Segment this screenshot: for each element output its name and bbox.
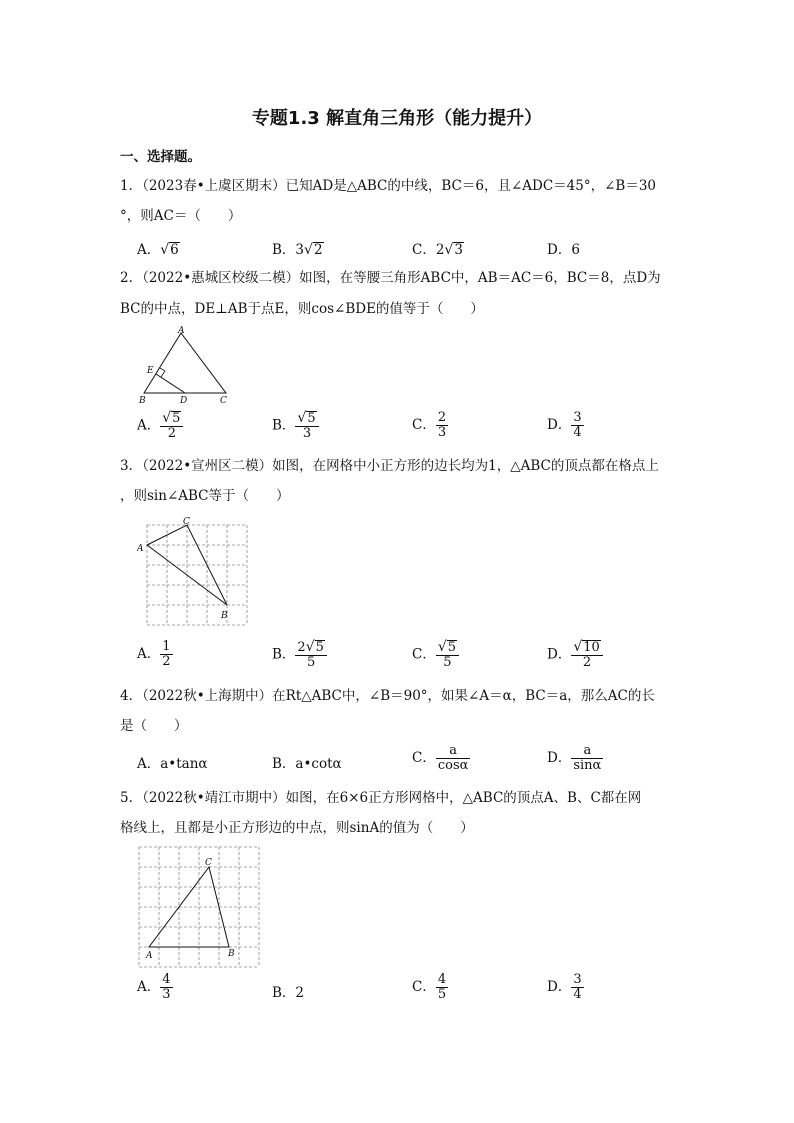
q2-option-a: A． $\frac{√5}{2}$ xyxy=(137,411,183,441)
q2-label-e: E xyxy=(147,366,154,376)
q2-option-b: B． $\frac{√5}{3}$ xyxy=(272,411,319,441)
q1-line2: °，则AC＝（ ） xyxy=(120,208,242,224)
q2-line1: 2．（2022•惠城区校级二模）如图，在等腰三角形ABC中，AB＝AC＝6，BC＝8，点D为 xyxy=(120,270,661,286)
q2-triangle-figure xyxy=(134,326,234,406)
q5-option-b: B．2 xyxy=(272,985,305,1001)
q5-option-d: D． $\frac{3}{4}$ xyxy=(547,972,582,1002)
q5-grid-figure xyxy=(134,844,264,968)
page-title: 专题1.3 解直角三角形（能力提升） xyxy=(251,108,543,129)
section-heading: 一、选择题。 xyxy=(120,149,201,165)
q5-line1: 5．（2022秋•靖江市期中）如图，在6×6正方形网格中，△ABC的顶点A、B、C都在网 xyxy=(120,790,642,806)
q4-option-b: B．a•cotα xyxy=(272,756,342,772)
q3-label-c: C xyxy=(183,517,190,527)
q5-option-c: C． $\frac{4}{5}$ xyxy=(412,972,447,1002)
q3-grid-figure xyxy=(137,515,257,627)
q1-option-a: A．√6 xyxy=(137,242,179,258)
q3-line2: ，则sin∠ABC等于（ ） xyxy=(120,488,290,504)
q5-line2: 格线上，且都是小正方形边的中点，则sinA的值为（ ） xyxy=(120,820,474,836)
q5-label-b: B xyxy=(228,949,235,959)
q5-label-c: C xyxy=(205,858,212,868)
q1-option-b: B．3√2 xyxy=(272,242,323,258)
q2-line2: BC的中点，DE⊥AB于点E，则cos∠BDE的值等于（ ） xyxy=(120,301,484,317)
q4-option-d: D． $\frac{a}{\sin\alpha}$ xyxy=(547,743,602,773)
q4-option-a: A．a•tanα xyxy=(137,756,208,772)
q1-option-d: D．6 xyxy=(547,242,580,258)
q3-option-d: D． $\frac{√10}{2}$ xyxy=(547,640,603,670)
q3-option-a: A． $\frac{1}{2}$ xyxy=(137,639,171,669)
q2-label-a: A xyxy=(178,326,185,336)
q1-line1: 1．（2023春•上虞区期末）已知AD是△ABC的中线，BC＝6，且∠ADC＝45°，∠B＝30 xyxy=(120,178,657,194)
q4-line2: 是（ ） xyxy=(120,718,188,734)
q3-option-c: C． $\frac{√5}{5}$ xyxy=(412,640,459,670)
q3-option-b: B． $\frac{2√5}{5}$ xyxy=(272,640,327,670)
q2-option-d: D． $\frac{3}{4}$ xyxy=(547,410,582,440)
q1-option-c: C．2√3 xyxy=(412,242,463,258)
q5-label-a: A xyxy=(146,951,153,961)
q5-option-a: A． $\frac{4}{3}$ xyxy=(137,972,171,1002)
q2-label-b: B xyxy=(139,396,146,406)
q2-label-c: C xyxy=(220,396,227,406)
q3-line1: 3．（2022•宣州区二模）如图，在网格中小正方形的边长均为1，△ABC的顶点都在格点上 xyxy=(120,458,659,474)
q2-label-d: D xyxy=(180,396,188,406)
q4-line1: 4．（2022秋•上海期中）在Rt△ABC中，∠B＝90°，如果∠A＝α，BC＝a，那么AC的长 xyxy=(120,688,655,704)
q2-option-c: C． $\frac{2}{3}$ xyxy=(412,410,447,440)
q4-option-c: C． $\frac{a}{\cos\alpha}$ xyxy=(412,743,469,773)
q3-label-b: B xyxy=(221,611,228,621)
q3-label-a: A xyxy=(137,544,144,554)
